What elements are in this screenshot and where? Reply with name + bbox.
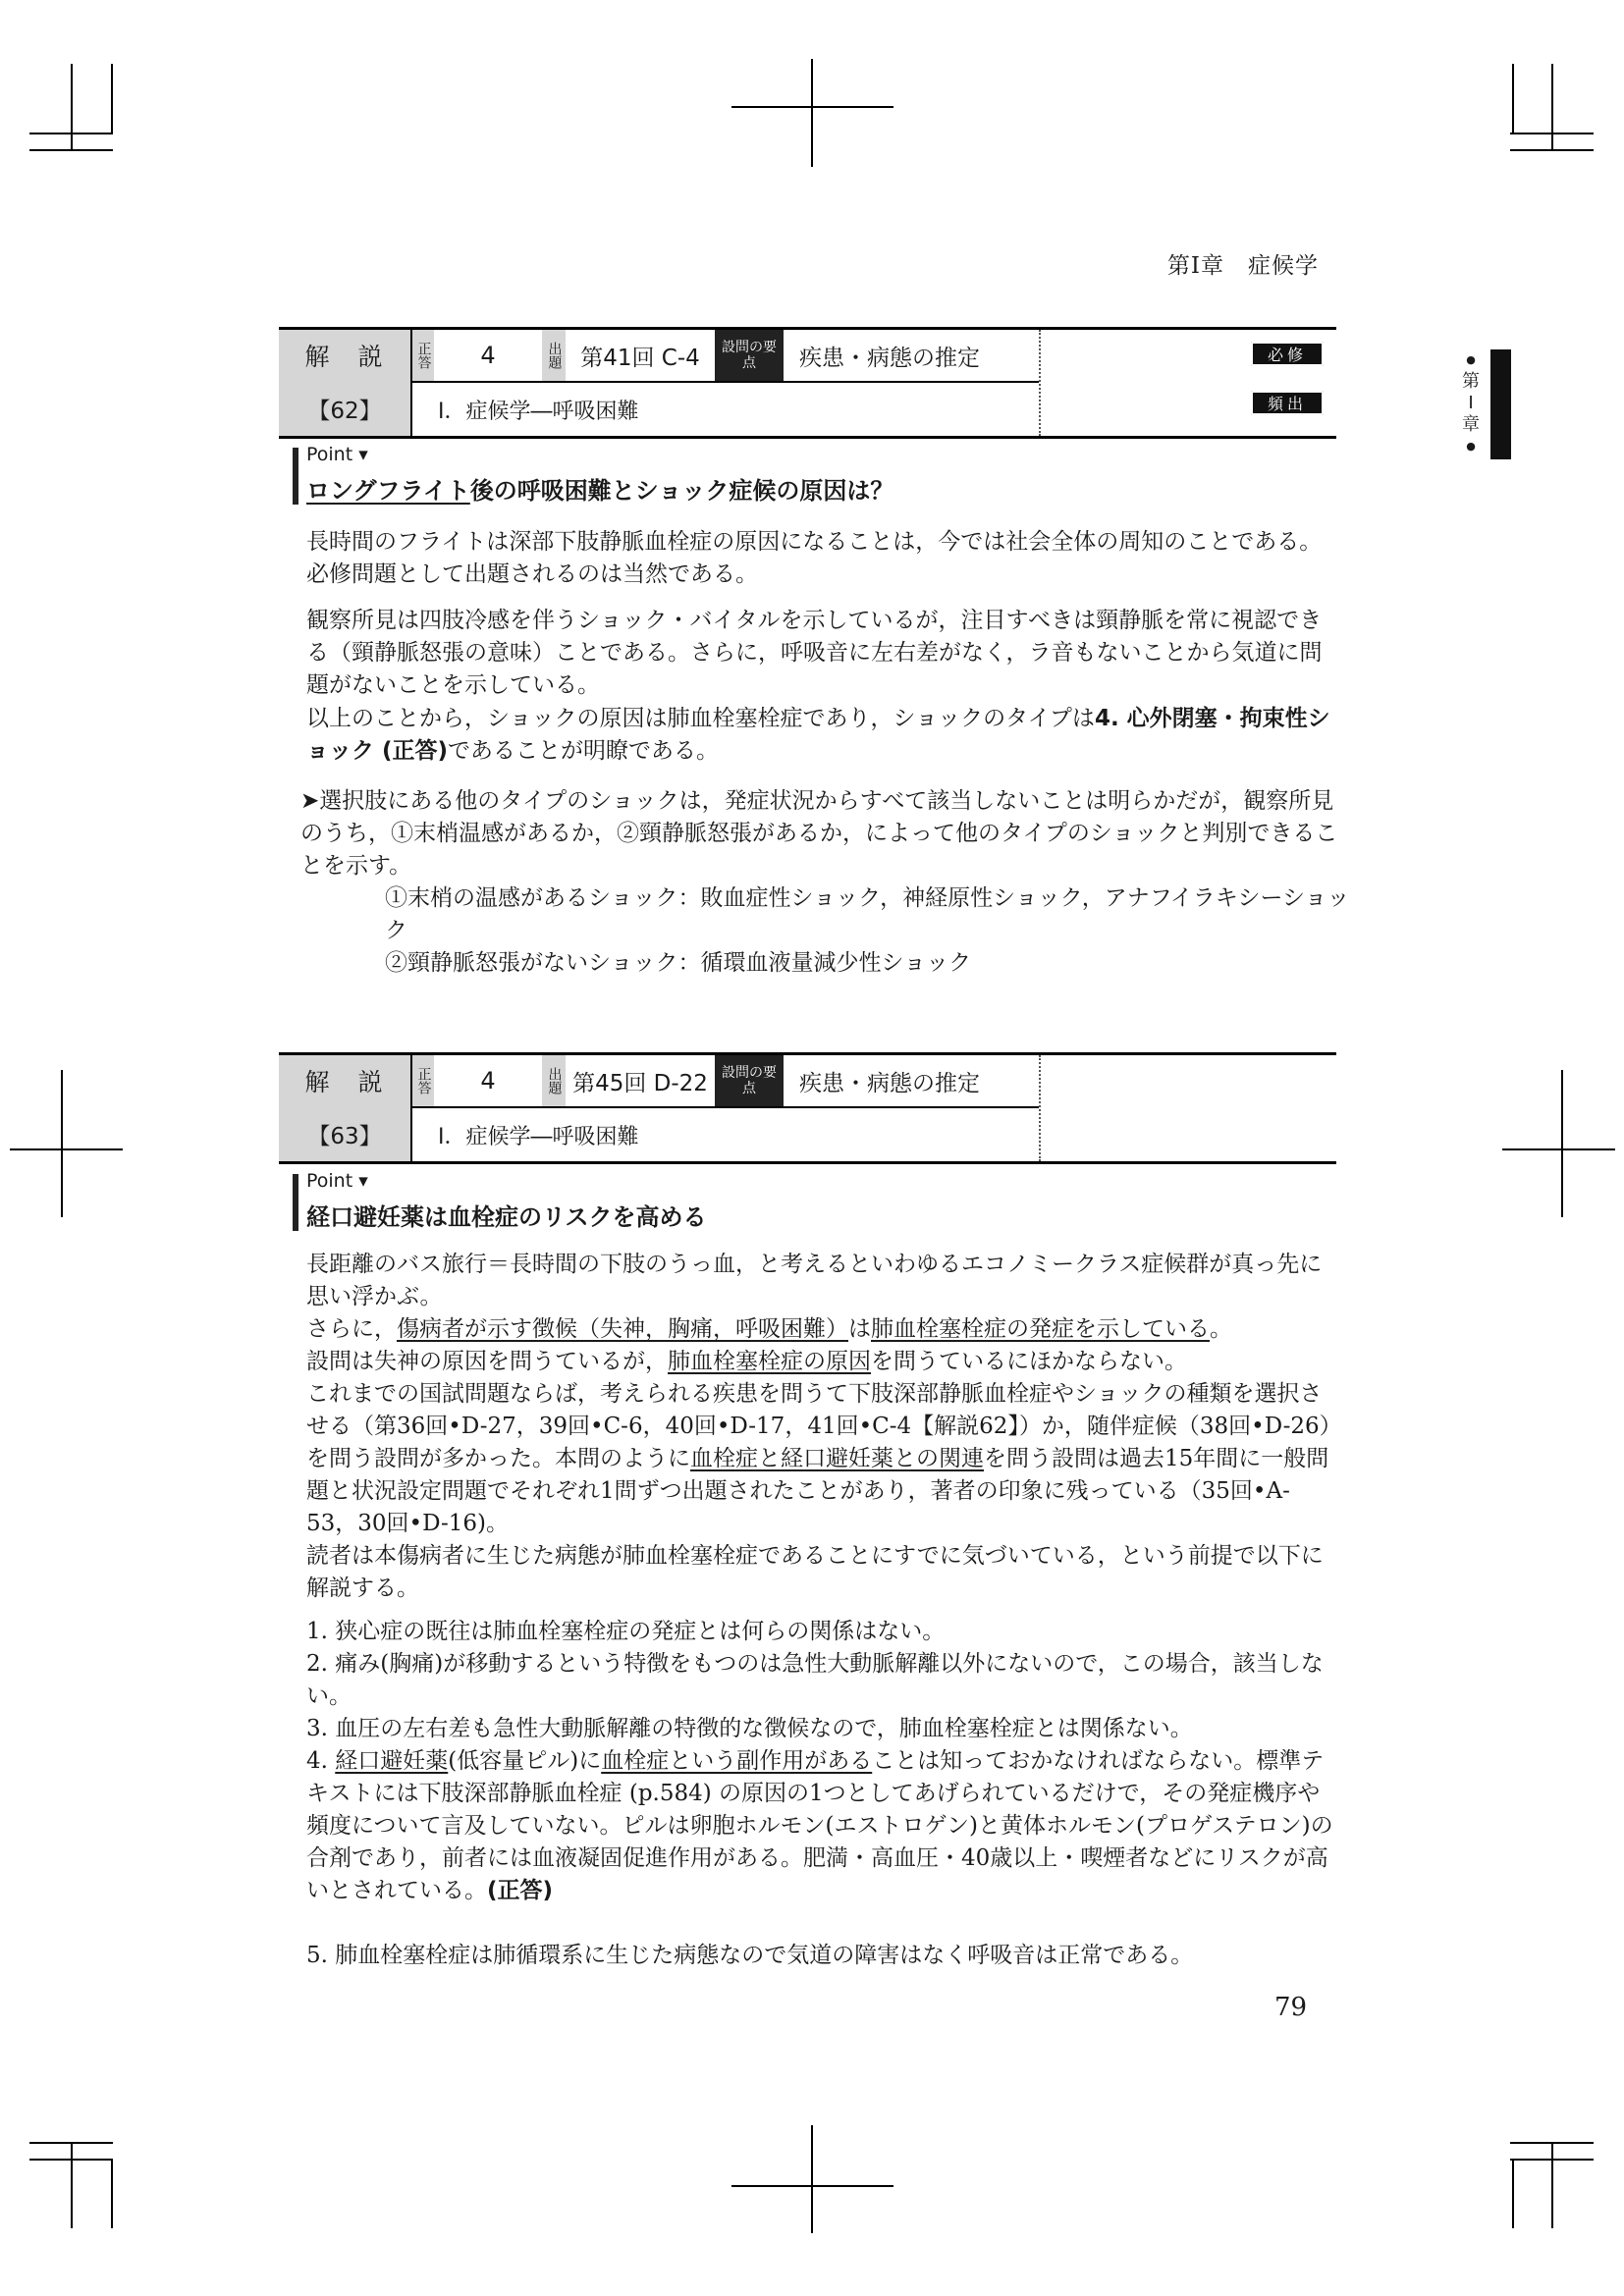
question-number: 【62】 (279, 381, 410, 436)
exam-reference: 第41回 C-4 (580, 345, 700, 371)
paragraph: 観察所見は四肢冷感を伴うショック・バイタルを示しているが，注目すべきは頸静脈を常に視認できる（頸静脈怒張の意味）ことである。さらに，呼吸音に左右差がなく，ラ音もないことから気道に問題がないことを示している。 (306, 608, 1323, 698)
list-item: 1. 狭心症の既往は肺血栓塞栓症の発症とは何らの関係はない。 (306, 1619, 946, 1644)
point-label: Point ▾ (306, 444, 368, 465)
paragraph: 長距離のバス旅行＝長時間の下肢のうっ血，と考えるといわゆるエコノミークラス症候群が真っ先に思い浮かぶ。 (306, 1252, 1323, 1309)
arrow-note: ➤選択肢にある他のタイプのショックは，発症状況からすべて該当しないことは明らかだが，観察所見のうち，①末梢温感があるか，②頸静脈怒張があるか，によって他のタイプのショックと判別できることを示す。 (300, 788, 1338, 879)
paragraph: 長時間のフライトは深部下肢静脈血栓症の原因になることは，今では社会全体の周知のことである。必修問題として出題されるのは当然である。 (306, 529, 1323, 587)
list-item: ①末梢の温感があるショック：敗血症性ショック，神経原性ショック，アナフイラキシーショック (385, 885, 1350, 943)
list-item: 5. 肺血栓塞栓症は肺循環系に生じた病態なので気道の障害はなく呼吸音は正常である。 (306, 1943, 1194, 1968)
answer-value: 4 (480, 1067, 496, 1095)
explanation-header-62 (279, 327, 1336, 439)
list-item: ②頸静脈怒張がないショック：循環血液量減少性ショック (385, 950, 972, 976)
list-item: 3. 血圧の左右差も急性大動脈解離の特徴的な徴候なので，肺血栓塞栓症とは関係ない。 (306, 1716, 1193, 1741)
chapter-header: 第Ⅰ章 症候学 (1166, 253, 1319, 279)
shutsudai-label: 出題 (542, 1055, 566, 1106)
point-title: ロングフライト後の呼吸困難とショック症候の原因は？ (306, 477, 894, 505)
paragraph: 以上のことから，ショックの原因は肺血栓塞栓症であり，ショックのタイプは4. 心外閉塞・拘束性ショック (正答)であることが明瞭である。 (306, 706, 1330, 764)
category: Ⅰ．症候学―呼吸困難 (438, 1124, 639, 1149)
yoten-label: 設問の要 点 (715, 330, 784, 381)
yoten-label: 設問の要 点 (715, 1055, 784, 1106)
paragraph: さらに，傷病者が示す徴候（失神，胸痛，呼吸困難）は肺血栓塞栓症の発症を示している。 (306, 1316, 1232, 1342)
shutsudai-label: 出題 (542, 330, 566, 381)
paragraph: これまでの国試問題ならば，考えられる疾患を問うて下肢深部静脈血栓症やショックの種類を選択させる（第36回•D-27，39回•C-6，40回•D-17，41回•C-4【解説62】）か，随伴症候（38回•D-26）を問う設問が多かった。本問のように血栓症と経口避妊薬との関連を問う設問は過去15年間に一般問題と状況設定問題でそれぞれ1問ずつ出題されたことがあり，著者の印象に残っている（35回•A-53，30回•D-16)。 (306, 1381, 1331, 1536)
point-title: 経口避妊薬は血栓症のリスクを高める (306, 1203, 707, 1231)
point-bar (293, 1174, 298, 1231)
tag-hisshu: 必修 (1251, 342, 1324, 366)
answer-value: 4 (480, 342, 496, 369)
exam-reference: 第45回 D-22 (572, 1070, 708, 1096)
seikai-label: 正答 (410, 1055, 434, 1106)
chapter-side-label: ● 第 Ⅰ 章 ● (1462, 353, 1480, 453)
seikai-label: 正答 (410, 330, 434, 381)
point-label: Point ▾ (306, 1170, 368, 1192)
point-bar (293, 448, 298, 505)
question-number: 【63】 (279, 1106, 410, 1161)
topic: 疾患・病態の推定 (799, 1070, 980, 1096)
list-item: 2. 痛み(胸痛)が移動するという特徴をもつのは急性大動脈解離以外にないので，この場合，該当しない。 (306, 1651, 1324, 1709)
chapter-side-tab (1490, 349, 1511, 459)
page-number: 79 (1274, 1993, 1308, 2022)
list-item: 4. 経口避妊薬(低容量ピル)に血栓症という副作用があることは知っておかなければならない。標準テキストには下肢深部静脈血栓症 (p.584) の原因の1つとしてあげられているだけで，その発症機序や頻度について言及していない。ピルは卵胞ホルモン(エストロゲン)と黄体ホルモン(プロゲステロン)の合剤であり，前者には血液凝固促進作用がある。肥満・高血圧・40歳以上・喫煙者などにリスクが高いとされている。(正答) (306, 1748, 1333, 1903)
heading-label: 解 説 (279, 330, 410, 381)
explanation-header-63 (279, 1052, 1336, 1164)
tag-hinshutsu: 頻出 (1251, 391, 1324, 415)
paragraph: 設問は失神の原因を問うているが，肺血栓塞栓症の原因を問うているにほかならない。 (306, 1349, 1187, 1374)
heading-label: 解 説 (279, 1055, 410, 1106)
paragraph: 読者は本傷病者に生じた病態が肺血栓塞栓症であることにすでに気づいている，という前提で以下に解説する。 (306, 1543, 1324, 1601)
category: Ⅰ．症候学―呼吸困難 (438, 399, 639, 424)
topic: 疾患・病態の推定 (799, 345, 980, 371)
